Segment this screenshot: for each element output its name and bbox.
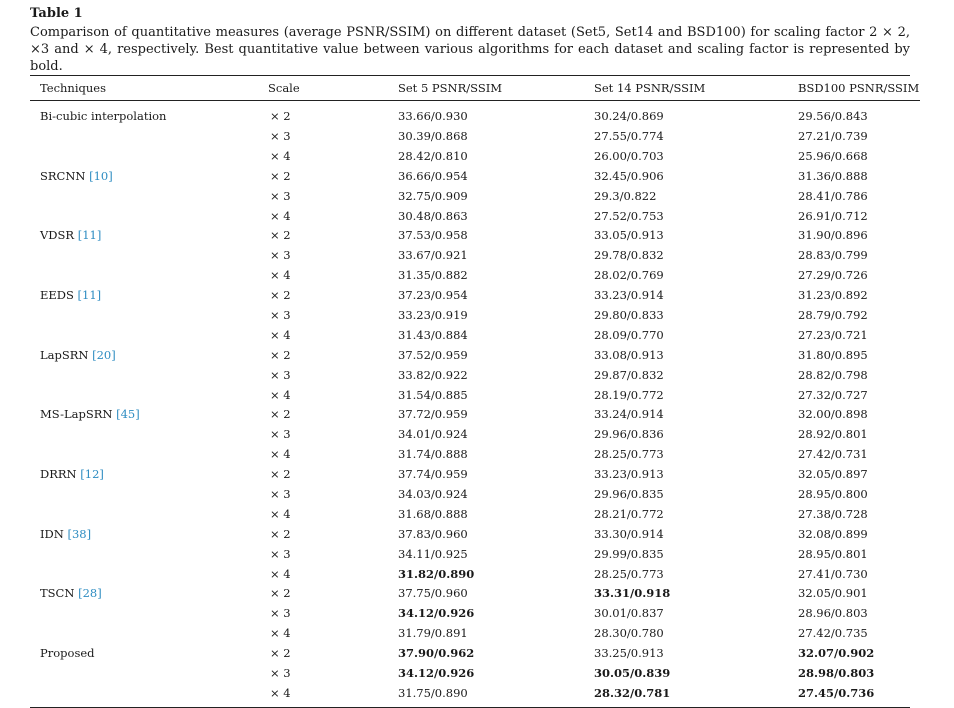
set5-cell: 33.82/0.922: [398, 367, 468, 382]
bsd100-cell: 28.92/0.801: [798, 427, 868, 442]
table-row: [30, 504, 920, 524]
technique-cell: [30, 126, 268, 146]
scale-cell: × 3: [270, 367, 291, 382]
technique-name: EEDS: [40, 288, 74, 303]
set5-cell: 37.23/0.954: [398, 288, 468, 303]
technique-cell: [30, 265, 268, 285]
bsd100-cell: 31.90/0.896: [798, 228, 868, 243]
set14-cell: 32.45/0.906: [594, 168, 664, 183]
set5-cell: 31.43/0.884: [398, 327, 468, 342]
technique-cell: [30, 683, 268, 703]
table-row: [30, 464, 920, 484]
set5-cell: 33.67/0.921: [398, 248, 468, 263]
table-row: [30, 265, 920, 285]
set14-cell: 29.78/0.832: [594, 248, 664, 263]
set5-cell: 28.42/0.810: [398, 148, 468, 163]
table-row: [30, 524, 920, 544]
technique-name: TSCN: [40, 586, 75, 601]
bsd100-cell: 25.96/0.668: [798, 148, 868, 163]
set5-cell: 31.74/0.888: [398, 447, 468, 462]
technique-name: Proposed: [40, 646, 95, 661]
set5-cell: 31.75/0.890: [398, 685, 468, 700]
scale-cell: × 4: [270, 566, 291, 581]
set14-cell: 28.02/0.769: [594, 268, 664, 283]
set14-cell: 29.80/0.833: [594, 307, 664, 322]
scale-cell: × 3: [270, 248, 291, 263]
table-row: [30, 643, 920, 663]
bsd100-cell: 27.23/0.721: [798, 327, 868, 342]
set5-cell: 34.12/0.926: [398, 606, 475, 621]
citation-link[interactable]: [12]: [80, 467, 104, 482]
table-row: [30, 225, 920, 245]
bsd100-cell: 32.08/0.899: [798, 526, 868, 541]
table-row: [30, 583, 920, 603]
set5-cell: 31.79/0.891: [398, 626, 468, 641]
bsd100-cell: 28.79/0.792: [798, 307, 868, 322]
scale-cell: × 2: [270, 526, 291, 541]
bsd100-cell: 32.07/0.902: [798, 646, 875, 661]
set14-cell: 30.05/0.839: [594, 665, 671, 680]
technique-cell: [30, 583, 268, 603]
scale-cell: × 2: [270, 646, 291, 661]
table-row: [30, 285, 920, 305]
scale-cell: × 2: [270, 407, 291, 422]
technique-cell: [30, 643, 268, 663]
set14-cell: 29.96/0.835: [594, 486, 664, 501]
set5-cell: 37.83/0.960: [398, 526, 468, 541]
table-row: [30, 101, 920, 127]
technique-cell: [30, 325, 268, 345]
set5-cell: 37.74/0.959: [398, 467, 468, 482]
table-row: [30, 603, 920, 623]
table-row: [30, 385, 920, 405]
table-row: [30, 564, 920, 584]
technique-name: LapSRN: [40, 347, 89, 362]
set5-cell: 31.35/0.882: [398, 268, 468, 283]
bsd100-cell: 28.41/0.786: [798, 188, 868, 203]
header-techniques: Techniques: [30, 76, 268, 101]
technique-cell: [30, 484, 268, 504]
scale-cell: × 2: [270, 586, 291, 601]
technique-cell: [30, 345, 268, 365]
citation-link[interactable]: [11]: [77, 288, 102, 303]
scale-cell: × 3: [270, 606, 291, 621]
technique-cell: [30, 385, 268, 405]
scale-cell: × 4: [270, 626, 291, 641]
bsd100-cell: 27.45/0.736: [798, 685, 875, 700]
technique-cell: [30, 365, 268, 385]
scale-cell: × 3: [270, 128, 291, 143]
set5-cell: 37.52/0.959: [398, 347, 468, 362]
bsd100-cell: 27.38/0.728: [798, 506, 868, 521]
header-set5: Set 5 PSNR/SSIM: [398, 76, 594, 101]
set14-cell: 28.19/0.772: [594, 387, 664, 402]
set5-cell: 33.66/0.930: [398, 108, 468, 123]
bsd100-cell: 28.95/0.800: [798, 486, 868, 501]
table-row: [30, 126, 920, 146]
bsd100-cell: 27.29/0.726: [798, 268, 868, 283]
table-row: [30, 166, 920, 186]
technique-cell: [30, 663, 268, 683]
bsd100-cell: 27.32/0.727: [798, 387, 868, 402]
set14-cell: 28.30/0.780: [594, 626, 664, 641]
set14-cell: 33.30/0.914: [594, 526, 664, 541]
citation-link[interactable]: [20]: [92, 347, 116, 362]
set5-cell: 36.66/0.954: [398, 168, 468, 183]
set14-cell: 29.96/0.836: [594, 427, 664, 442]
citation-link[interactable]: [28]: [78, 586, 102, 601]
technique-cell: [30, 524, 268, 544]
technique-cell: [30, 206, 268, 226]
set14-cell: 28.25/0.773: [594, 447, 664, 462]
set5-cell: 31.68/0.888: [398, 506, 468, 521]
scale-cell: × 4: [270, 268, 291, 283]
set5-cell: 37.72/0.959: [398, 407, 468, 422]
table-row: [30, 305, 920, 325]
table-row: [30, 424, 920, 444]
bsd100-cell: 31.23/0.892: [798, 288, 868, 303]
set5-cell: 34.11/0.925: [398, 546, 468, 561]
technique-cell: [30, 305, 268, 325]
technique-cell: [30, 564, 268, 584]
set14-cell: 33.31/0.918: [594, 586, 671, 601]
technique-cell: [30, 544, 268, 564]
technique-cell: [30, 101, 268, 127]
scale-cell: × 2: [270, 228, 291, 243]
header-row: [30, 76, 920, 101]
citation-link[interactable]: [10]: [89, 168, 113, 183]
set5-cell: 37.53/0.958: [398, 228, 468, 243]
set14-cell: 28.21/0.772: [594, 506, 664, 521]
set14-cell: 30.01/0.837: [594, 606, 664, 621]
bsd100-cell: 28.82/0.798: [798, 367, 868, 382]
technique-name: IDN: [40, 526, 64, 541]
bsd100-cell: 27.42/0.735: [798, 626, 868, 641]
table-row: [30, 365, 920, 385]
set14-cell: 33.23/0.913: [594, 467, 664, 482]
scale-cell: × 2: [270, 108, 291, 123]
table-row: [30, 623, 920, 643]
set5-cell: 34.03/0.924: [398, 486, 468, 501]
bsd100-cell: 27.41/0.730: [798, 566, 868, 581]
table-row: [30, 325, 920, 345]
table-row: [30, 345, 920, 365]
set5-cell: 34.01/0.924: [398, 427, 468, 442]
set14-cell: 27.52/0.753: [594, 208, 664, 223]
table-row: [30, 663, 920, 683]
set5-cell: 33.23/0.919: [398, 307, 468, 322]
set14-cell: 33.25/0.913: [594, 646, 664, 661]
table-row: [30, 186, 920, 206]
set5-cell: 31.82/0.890: [398, 566, 475, 581]
set14-cell: 28.09/0.770: [594, 327, 664, 342]
set5-cell: 32.75/0.909: [398, 188, 468, 203]
technique-cell: [30, 464, 268, 484]
bsd100-cell: 28.98/0.803: [798, 665, 875, 680]
table-caption-text: Comparison of quantitative measures (average PSNR/SSIM) on different dataset (Set5, Set14 and BSD100) for scaling factor 2 × 2, ×3 and × 4, respectively. Best quantitative value between various algorithms for each dataset and scaling factor is represented by bold.: [30, 25, 910, 74]
scale-cell: × 4: [270, 506, 291, 521]
technique-cell: [30, 225, 268, 245]
scale-cell: × 4: [270, 208, 291, 223]
set5-cell: 30.39/0.868: [398, 128, 468, 143]
bsd100-cell: 28.83/0.799: [798, 248, 868, 263]
set5-cell: 37.75/0.960: [398, 586, 468, 601]
bsd100-cell: 27.21/0.739: [798, 128, 868, 143]
technique-cell: [30, 166, 268, 186]
table-row: [30, 544, 920, 564]
set5-cell: 34.12/0.926: [398, 665, 475, 680]
header-bsd100: BSD100 PSNR/SSIM: [798, 76, 920, 101]
bsd100-cell: 32.00/0.898: [798, 407, 868, 422]
set14-cell: 33.08/0.913: [594, 347, 664, 362]
set14-cell: 30.24/0.869: [594, 108, 664, 123]
table-row: [30, 444, 920, 464]
technique-cell: [30, 424, 268, 444]
scale-cell: × 4: [270, 327, 291, 342]
technique-name: DRRN: [40, 467, 77, 482]
set14-cell: 29.87/0.832: [594, 367, 664, 382]
bsd100-cell: 28.95/0.801: [798, 546, 868, 561]
table-row: [30, 245, 920, 265]
set14-cell: 26.00/0.703: [594, 148, 664, 163]
scale-cell: × 4: [270, 387, 291, 402]
scale-cell: × 3: [270, 188, 291, 203]
technique-cell: [30, 623, 268, 643]
technique-cell: [30, 285, 268, 305]
header-set14: Set 14 PSNR/SSIM: [594, 76, 798, 101]
bsd100-cell: 32.05/0.897: [798, 467, 868, 482]
scale-cell: × 3: [270, 546, 291, 561]
set5-cell: 30.48/0.863: [398, 208, 468, 223]
bsd100-cell: 26.91/0.712: [798, 208, 868, 223]
scale-cell: × 2: [270, 347, 291, 362]
table-row: [30, 683, 920, 703]
table-body: [30, 101, 920, 703]
results-table: [30, 76, 920, 703]
table-row: [30, 404, 920, 424]
bsd100-cell: 28.96/0.803: [798, 606, 868, 621]
technique-cell: [30, 404, 268, 424]
technique-cell: [30, 444, 268, 464]
scale-cell: × 4: [270, 148, 291, 163]
bsd100-cell: 32.05/0.901: [798, 586, 868, 601]
set14-cell: 33.05/0.913: [594, 228, 664, 243]
set5-cell: 31.54/0.885: [398, 387, 468, 402]
header-scale: Scale: [268, 76, 398, 101]
technique-cell: [30, 504, 268, 524]
scale-cell: × 3: [270, 307, 291, 322]
set14-cell: 27.55/0.774: [594, 128, 664, 143]
technique-cell: [30, 603, 268, 623]
scale-cell: × 2: [270, 288, 291, 303]
citation-link[interactable]: [45]: [116, 407, 140, 422]
technique-name: Bi-cubic interpolation: [40, 108, 167, 123]
table-caption-title: Table 1: [30, 6, 83, 21]
set14-cell: 33.23/0.914: [594, 288, 664, 303]
technique-cell: [30, 146, 268, 166]
technique-name: MS-LapSRN: [40, 407, 113, 422]
set14-cell: 28.25/0.773: [594, 566, 664, 581]
scale-cell: × 3: [270, 665, 291, 680]
table-row: [30, 484, 920, 504]
scale-cell: × 2: [270, 467, 291, 482]
set14-cell: 28.32/0.781: [594, 685, 671, 700]
set14-cell: 29.99/0.835: [594, 546, 664, 561]
set5-cell: 37.90/0.962: [398, 646, 475, 661]
technique-cell: [30, 186, 268, 206]
table-row: [30, 146, 920, 166]
bsd100-cell: 31.80/0.895: [798, 347, 868, 362]
bsd100-cell: 31.36/0.888: [798, 168, 868, 183]
scale-cell: × 4: [270, 685, 291, 700]
technique-cell: [30, 245, 268, 265]
citation-link[interactable]: [11]: [77, 228, 102, 243]
citation-link[interactable]: [38]: [67, 526, 92, 541]
set14-cell: 29.3/0.822: [594, 188, 657, 203]
bsd100-cell: 27.42/0.731: [798, 447, 868, 462]
set14-cell: 33.24/0.914: [594, 407, 664, 422]
table-figure: [30, 6, 920, 708]
scale-cell: × 4: [270, 447, 291, 462]
technique-name: VDSR: [40, 228, 75, 243]
technique-name: SRCNN: [40, 168, 86, 183]
scale-cell: × 3: [270, 486, 291, 501]
table-row: [30, 206, 920, 226]
bsd100-cell: 29.56/0.843: [798, 108, 868, 123]
scale-cell: × 3: [270, 427, 291, 442]
scale-cell: × 2: [270, 168, 291, 183]
